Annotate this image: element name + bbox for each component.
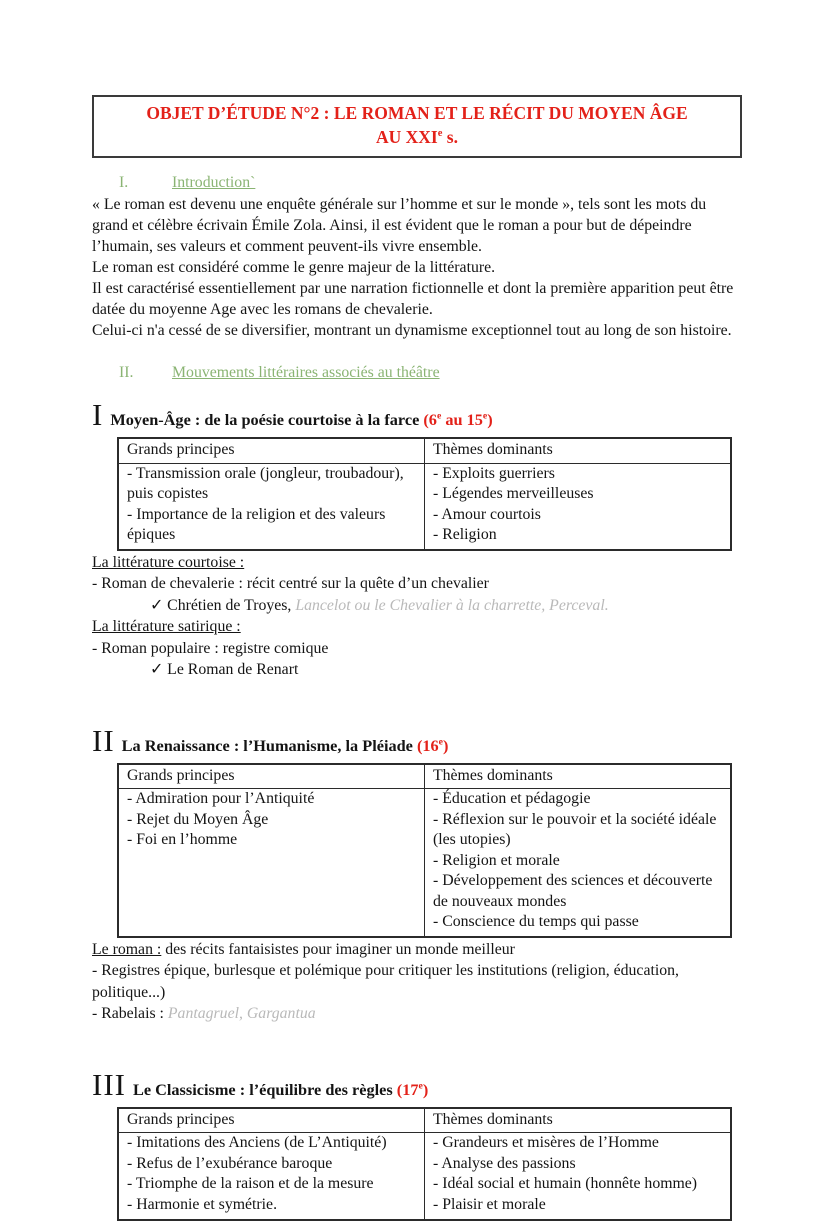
heading-mouvements-number: II. (119, 364, 134, 382)
text-part: au 15 (441, 410, 483, 430)
text-line: - Triomphe de la raison et de la mesure (127, 1175, 374, 1193)
text-line: - Transmission orale (jongleur, troubadour), puis copistes (127, 464, 404, 503)
text-line: Le roman est considéré comme le genre majeur de la littérature. (92, 259, 496, 277)
text-line: - Grandeurs et misères de l’Homme (433, 1134, 659, 1152)
note-courtly-example-author: ✓ Chrétien de Troyes, (150, 596, 296, 614)
section-title: La Renaissance : l’Humanisme, la Pléiade (121, 735, 417, 755)
note-courtly-example (92, 595, 742, 616)
text-line: - Plaisir et morale (433, 1195, 546, 1213)
note-rabelais-author: - Rabelais : (92, 1005, 168, 1023)
note-satire-line: - Roman populaire : registre comique (92, 639, 329, 657)
text-line: - Idéal social et humain (honnête homme) (433, 1175, 698, 1193)
text-line: - Religion et morale (433, 851, 560, 869)
table-cell-themes (425, 789, 732, 937)
text-line: - Réflexion sur le pouvoir et la société idéale (les utopies) (433, 810, 717, 849)
text-line: - Rejet du Moyen Âge (127, 810, 269, 828)
note-courtly-example-works: Lancelot ou le Chevalier à la charrette, Perceval. (295, 596, 609, 614)
section-renaissance (92, 722, 742, 1025)
note-registers-line: - Registres épique, burlesque et polémique pour critiquer les institutions (religion, éducation, politique...) (92, 962, 679, 1001)
heading-mouvements-label: Mouvements littéraires associés au théâtre (172, 364, 440, 382)
note-satire-example: ✓ Le Roman de Renart (150, 661, 299, 679)
text-part: (16 (416, 735, 439, 755)
document-content (92, 95, 742, 1221)
text-line: - Foi en l’homme (127, 831, 238, 849)
text-line: - Éducation et pédagogie (433, 790, 591, 808)
note-satire-heading: La littérature satirique : (92, 618, 241, 636)
text-line: - Légendes merveilleuses (433, 485, 594, 503)
table-header-principles: Grands principes (118, 438, 425, 463)
note-courtly-line: - Roman de chevalerie : récit centré sur la quête d’un chevalier (92, 575, 489, 593)
section-classicisme (92, 1066, 742, 1221)
text-line: - Refus de l’exubérance baroque (127, 1154, 333, 1172)
table-row (118, 789, 731, 937)
text-part: ) (422, 1079, 429, 1099)
text-line: - Importance de la religion et des valeurs épiques (127, 505, 386, 544)
text-line: Celui-ci n'a cessé de se diversifier, montrant un dynamisme exceptionnel tout au long de son histoire. (92, 322, 732, 340)
text-line: - Développement des sciences et découverte de nouveaux mondes (433, 872, 713, 910)
text-part: e (436, 410, 442, 422)
section-moyen-age (92, 399, 742, 680)
text-part: e (437, 127, 443, 139)
text-part: (6 (423, 410, 437, 430)
table-header-row (118, 438, 731, 463)
note-courtly-heading: La littérature courtoise : (92, 553, 245, 571)
heading-introduction-number: I. (119, 174, 129, 192)
text-part: e (438, 736, 444, 748)
text-line: - Imitations des Anciens (de L’Antiquité) (127, 1134, 387, 1152)
table-header-row (118, 1108, 731, 1133)
table-cell-principles (118, 1133, 425, 1220)
section-moyen-age-heading (92, 397, 742, 433)
note-rabelais-line (92, 1003, 742, 1024)
note-rabelais-works: Pantagruel, Gargantua (167, 1005, 316, 1023)
text-line: - Amour courtois (433, 505, 541, 523)
document-title-line1: OBJET D’ÉTUDE N°2 : LE ROMAN ET LE RÉCIT DU MOYEN ÂGE (146, 103, 688, 123)
table-cell-principles (118, 789, 425, 937)
text-line: - Religion (433, 526, 497, 544)
text-part: (17 (396, 1079, 419, 1099)
section-renaissance-notes (92, 939, 742, 1025)
text-part: ) (487, 410, 493, 430)
section-numeral: III (92, 1066, 126, 1102)
section-classicisme-heading (92, 1066, 742, 1102)
table-header-row (118, 764, 731, 789)
section-period (397, 1080, 428, 1099)
heading-introduction (119, 172, 742, 193)
heading-introduction-label: Introduction` (172, 174, 256, 192)
table-row (118, 463, 731, 550)
section-renaissance-heading (92, 722, 742, 758)
text-part: e (418, 1080, 423, 1092)
note-roman-lead (92, 939, 742, 960)
text-line: - Admiration pour l’Antiquité (127, 790, 315, 808)
note-roman-lead-label: Le roman : (92, 940, 162, 958)
section-numeral: II (92, 722, 115, 758)
text-part: ) (443, 735, 449, 755)
section-numeral: I (92, 397, 104, 433)
text-line: - Conscience du temps qui passe (433, 913, 639, 931)
document-title-line2 (102, 126, 732, 150)
table-header-themes: Thèmes dominants (425, 438, 732, 463)
heading-mouvements (119, 362, 742, 383)
text-part: AU XXI (376, 126, 438, 147)
table-header-principles: Grands principes (118, 1108, 425, 1133)
themes-table-renaissance (117, 763, 732, 938)
text-part: s. (442, 126, 458, 147)
table-cell-themes (425, 463, 732, 550)
themes-table-moyen-age (117, 437, 732, 551)
text-part: e (482, 410, 488, 422)
title-box (92, 95, 742, 158)
section-title: Le Classicisme : l’équilibre des règles (132, 1079, 397, 1099)
text-line: Il est caractérisé essentiellement par une narration fictionnelle et dont la première apparition peut être datée du moyenne Age avec les romans de chevalerie. (92, 280, 734, 319)
section-period (423, 410, 492, 429)
section-period (417, 736, 448, 755)
table-header-principles: Grands principes (118, 764, 425, 789)
themes-table-classicisme (117, 1107, 732, 1221)
text-line: - Analyse des passions (433, 1154, 576, 1172)
table-cell-themes (425, 1133, 732, 1220)
text-line: « Le roman est devenu une enquête générale sur l’homme et sur le monde », tels sont les mots du grand et célèbre écrivain Émile Zola. Ainsi, il est évident que le roman a pour but de dépeindre l’humain, ses valeurs et comment peuvent-ils vivre ensemble. (92, 196, 707, 256)
text-line: - Exploits guerriers (433, 464, 555, 482)
section-moyen-age-notes (92, 552, 742, 681)
table-header-themes: Thèmes dominants (425, 764, 732, 789)
table-cell-principles (118, 463, 425, 550)
note-roman-lead-rest: des récits fantaisistes pour imaginer un monde meilleur (161, 940, 515, 958)
section-title: Moyen-Âge : de la poésie courtoise à la farce (110, 410, 424, 430)
table-header-themes: Thèmes dominants (425, 1108, 732, 1133)
table-row (118, 1133, 731, 1220)
text-line: - Harmonie et symétrie. (127, 1195, 278, 1213)
introduction-paragraphs (92, 194, 742, 341)
